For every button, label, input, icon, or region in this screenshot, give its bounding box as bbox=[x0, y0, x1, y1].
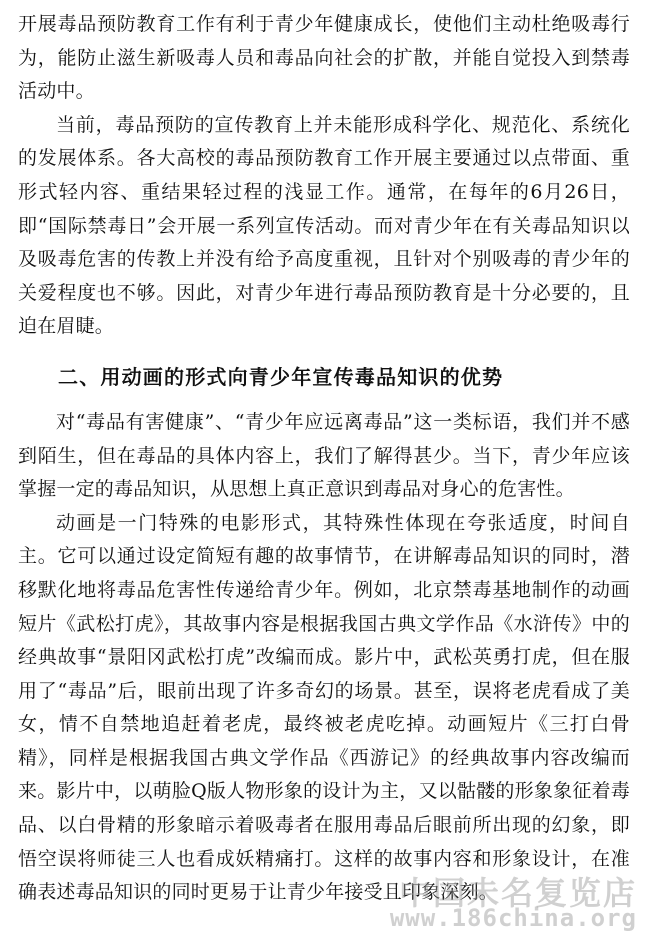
watermark-url: www.186china.org bbox=[389, 904, 637, 932]
watermark-title: 中国未名复览店 bbox=[398, 874, 637, 912]
paragraph-animation-examples: 动画是一门特殊的电影形式，其特殊性体现在夸张适度，时间自主。它可以通过设定简短有趣的故事情节，在讲解毒品知识的同时，潜移默化地将毒品危害性传递给青少年。例如，北京禁毒基地制作的动画短片《武松打虎》，其故事内容是根据我国古典文学作品《水浒传》中的经典故事“景阳冈武松打虎”改编而成。影片中，武松英勇打虎，但在服用了“毒品”后，眼前出现了许多奇幻的场景。甚至，误将老虎看成了美女，情不自禁地追赶着老虎，最终被老虎吃掉。动画短片《三打白骨精》，同样是根据我国古典文学作品《西游记》的经典故事内容改编而来。影片中，以萌脸Q版人物形象的设计为主，又以骷髅的形象象征着毒品、以白骨精的形象暗示着吸毒者在服用毒品后眼前所出现的幻象，即悟空误将师徒三人也看成妖精痛打。这样的故事内容和形象设计，在准确表述毒品知识的同时更易于让青少年接受且印象深刻。 bbox=[18, 511, 630, 904]
section-heading: 二、用动画的形式向青少年宣传毒品知识的优势 bbox=[58, 364, 504, 389]
paragraph-slogans: 对“毒品有害健康”、“青少年应远离毒品”这一类标语，我们并不感到陌生，但在毒品的具体内容上，我们了解得甚少。当下，青少年应该掌握一定的毒品知识，从思想上真正意识到毒品对身心的危害性。 bbox=[18, 410, 630, 501]
document-body bbox=[18, 8, 630, 910]
paragraph-intro-continuation: 开展毒品预防教育工作有利于青少年健康成长，使他们主动杜绝吸毒行为，能防止滋生新吸毒人员和毒品向社会的扩散，并能自觉投入到禁毒活动中。 bbox=[18, 13, 630, 103]
paragraph-current-situation: 当前，毒品预防的宣传教育上并未能形成科学化、规范化、系统化的发展体系。各大高校的毒品预防教育工作开展主要通过以点带面、重形式轻内容、重结果轻过程的浅显工作。通常，在每年的6月26日，即“国际禁毒日”会开展一系列宣传活动。而对青少年在有关毒品知识以及吸毒危害的传教上并没有给予高度重视，且针对个别吸毒的青少年的关爱程度也不够。因此，对青少年进行毒品预防教育是十分必要的，且迫在眉睫。 bbox=[18, 113, 630, 338]
